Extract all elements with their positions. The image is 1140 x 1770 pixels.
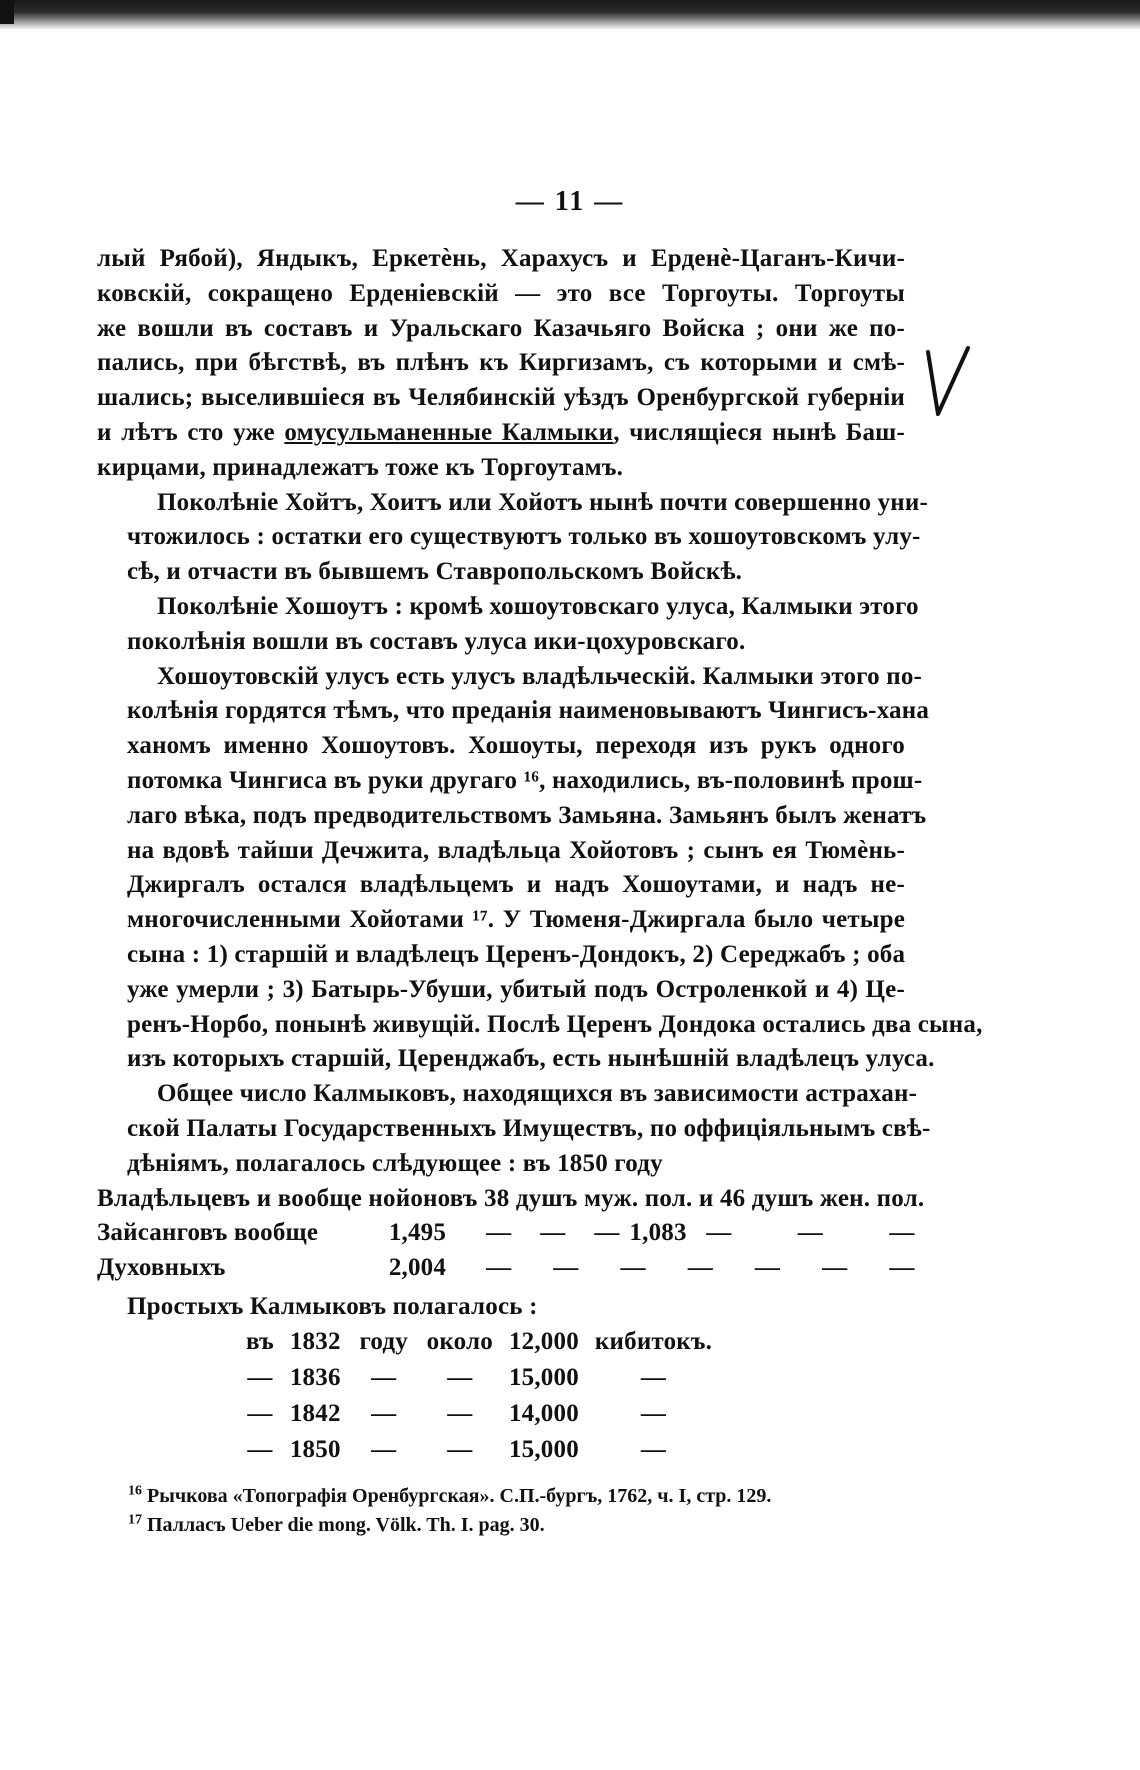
- underlined-phrase: омусульманенные Калмыки: [284, 418, 614, 446]
- kibitka-row: [238, 1325, 720, 1361]
- footnote-text: Палласъ Ueber die mong. Völk. Th. I. pag. 30.: [142, 1514, 545, 1536]
- text-line: кирцами, принадлежатъ тоже къ Торгоутамъ.: [97, 453, 624, 481]
- kibitka-cell-year: 1836: [289, 1364, 341, 1392]
- kibitka-cell-count: 14,000: [508, 1400, 579, 1428]
- kibitka-cell-count: 15,000: [508, 1436, 579, 1464]
- kibitka-row: [238, 1397, 720, 1433]
- footnote-mark: 16: [128, 1483, 142, 1499]
- kibitka-cell-unit: —: [640, 1364, 667, 1392]
- text-line: сына : 1) старшій и владѣлецъ Церенъ-Дондокъ, 2) Середжабъ ; оба: [127, 940, 906, 968]
- census-cell-dash1: — — —: [486, 1219, 630, 1247]
- kibitka-cell-word2: —: [447, 1400, 473, 1428]
- text-line: Хошоутовскій улусъ есть улусъ владѣльческій. Калмыки этого по-: [157, 662, 923, 690]
- paragraph-4: [97, 660, 983, 1078]
- census-table: [97, 1182, 924, 1286]
- kibitka-cell-year: 1850: [289, 1436, 341, 1464]
- kibitka-cell-word1: —: [371, 1364, 397, 1392]
- census-cell-label: Духовныхъ: [97, 1254, 226, 1282]
- paragraph-3: [97, 590, 919, 660]
- text-line: и лѣтъ сто уже омусульманенные Калмыки, числящіеся нынѣ Баш-: [97, 418, 905, 446]
- text-line: ханомъ именно Хошоутовъ. Хошоуты, переходя изъ рукъ одного: [127, 732, 905, 760]
- census-row: [97, 1216, 924, 1251]
- footnote-text: Рычкова «Топографія Оренбургская». С.П.-бургъ, 1762, ч. I, стр. 129.: [142, 1485, 772, 1507]
- text-line: многочисленными Хойотами ¹⁷. У Тюменя-Джиргала было четыре: [127, 906, 905, 934]
- text-line: Поколѣніе Хошоутъ : кромѣ хошоутовскаго улуса, Калмыки этого: [157, 592, 919, 620]
- kibitka-cell-word2: около: [426, 1328, 493, 1356]
- kibitka-row: [238, 1433, 720, 1469]
- text-line: сѣ, и отчасти въ бывшемъ Ставропольскомъ Войскѣ.: [127, 558, 743, 586]
- text-line: изъ которыхъ старшій, Церенджабъ, есть нынѣшній владѣлецъ улуса.: [127, 1045, 935, 1073]
- text-line: лаго вѣка, подъ предводительствомъ Замьяна. Замьянъ былъ женатъ: [127, 801, 927, 829]
- handwritten-checkmark-icon: [922, 342, 972, 420]
- text-line: уже умерли ; 3) Батырь-Убуши, убитый подъ Остроленкой и 4) Це-: [127, 975, 905, 1003]
- kibitka-cell-prefix: —: [247, 1436, 273, 1464]
- kibitka-cell-unit: кибитокъ.: [594, 1328, 713, 1356]
- text-line: ренъ-Норбо, понынѣ живущій. Послѣ Церенъ Дондока остались два сына,: [127, 1010, 983, 1038]
- text-line: ской Палаты Государственныхъ Имуществъ, по оффиціяльнымъ свѣ-: [127, 1114, 931, 1142]
- kibitka-cell-prefix: —: [247, 1400, 273, 1428]
- page-number: — 11 —: [515, 186, 625, 217]
- text-line: ковскій, сокращено Ерденіевскій — это все Торгоуты. Торгоуты: [97, 279, 905, 307]
- simple-heading: Простыхъ Калмыковъ полагалось :: [127, 1292, 538, 1320]
- text-line: чтожилось : остатки его существуютъ только въ хошоутовскомъ улу-: [127, 523, 921, 551]
- text-line: колѣнія гордятся тѣмъ, что преданія наименовываютъ Чингисъ-хана: [127, 697, 930, 725]
- page-body: [97, 242, 983, 1469]
- kibitka-cell-word1: году: [359, 1328, 408, 1356]
- text-line: же вошли въ составъ и Уральскаго Казачьяго Войска ; они же по-: [97, 314, 905, 342]
- kibitka-table: [238, 1325, 720, 1469]
- census-cell-male: 2,004: [388, 1254, 447, 1282]
- text-line: потомка Чингиса въ руки другаго ¹⁶, находились, въ-половинѣ прош-: [127, 766, 923, 794]
- paragraph-5: [97, 1077, 931, 1181]
- kibitka-cell-word1: —: [371, 1436, 397, 1464]
- text-line: пались, при бѣгствѣ, въ плѣнъ къ Киргизамъ, съ которыми и смѣ-: [97, 349, 905, 377]
- kibitka-cell-year: 1842: [289, 1400, 341, 1428]
- census-cell-label: Владѣльцевъ и вообще нойоновъ 38 душъ муж. пол. и 46 душъ жен. пол.: [97, 1184, 925, 1212]
- paragraph-1: [97, 242, 905, 486]
- kibitka-cell-unit: —: [640, 1400, 667, 1428]
- census-cell-dash2: — — —: [706, 1219, 925, 1247]
- footnotes: [128, 1482, 918, 1540]
- kibitka-cell-year: 1832: [289, 1328, 341, 1356]
- kibitka-cell-word2: —: [447, 1364, 473, 1392]
- kibitka-cell-prefix: —: [247, 1364, 273, 1392]
- text-line: поколѣнія вошли въ составъ улуса ики-цохуровскаго.: [127, 627, 746, 655]
- census-cell-label: Зайсанговъ вообще: [97, 1219, 319, 1247]
- footnote-mark: 17: [128, 1512, 142, 1528]
- kibitka-row: [238, 1361, 720, 1397]
- footnote-16: [128, 1482, 918, 1511]
- text-line: Поколѣніе Хойтъ, Хоитъ или Хойотъ нынѣ почти совершенно уни-: [157, 488, 929, 516]
- census-cell-male: 1,495: [388, 1219, 447, 1247]
- kibitka-cell-word2: —: [447, 1436, 473, 1464]
- text-line: дѣніямъ, полагалось слѣдующее : въ 1850 году: [127, 1149, 663, 1177]
- kibitka-cell-prefix: въ: [246, 1328, 274, 1356]
- paragraph-2: [97, 486, 929, 590]
- kibitka-cell-count: 12,000: [508, 1328, 579, 1356]
- scan-top-edge: [0, 0, 1140, 30]
- kibitka-cell-unit: —: [640, 1436, 667, 1464]
- kibitka-cell-count: 15,000: [508, 1364, 579, 1392]
- text-line: Джиргалъ остался владѣльцемъ и надъ Хошоутами, и надъ не-: [127, 871, 905, 899]
- text-line: лый Рябой), Яндыкъ, Еркетѐнь, Харахусъ и Ерденѐ-Цаганъ-Кичи-: [97, 245, 905, 272]
- census-row: [97, 1251, 924, 1286]
- footnote-17: [128, 1511, 918, 1540]
- census-cell-female: 1,083: [629, 1219, 687, 1247]
- census-row: [97, 1182, 924, 1217]
- text-line: Общее число Калмыковъ, находящихся въ зависимости астрахан-: [157, 1080, 918, 1108]
- text-line: на вдовѣ тайши Дечжита, владѣльца Хойотовъ ; сынъ ея Тюмѐнь-: [127, 836, 905, 864]
- text-line: шались; выселившіеся въ Челябинскій уѣздъ Оренбургской губерніи: [97, 384, 905, 412]
- paragraphs-container: [97, 242, 983, 1182]
- kibitka-cell-word1: —: [371, 1400, 397, 1428]
- census-cell-dash1: — — — — — — —: [486, 1254, 925, 1282]
